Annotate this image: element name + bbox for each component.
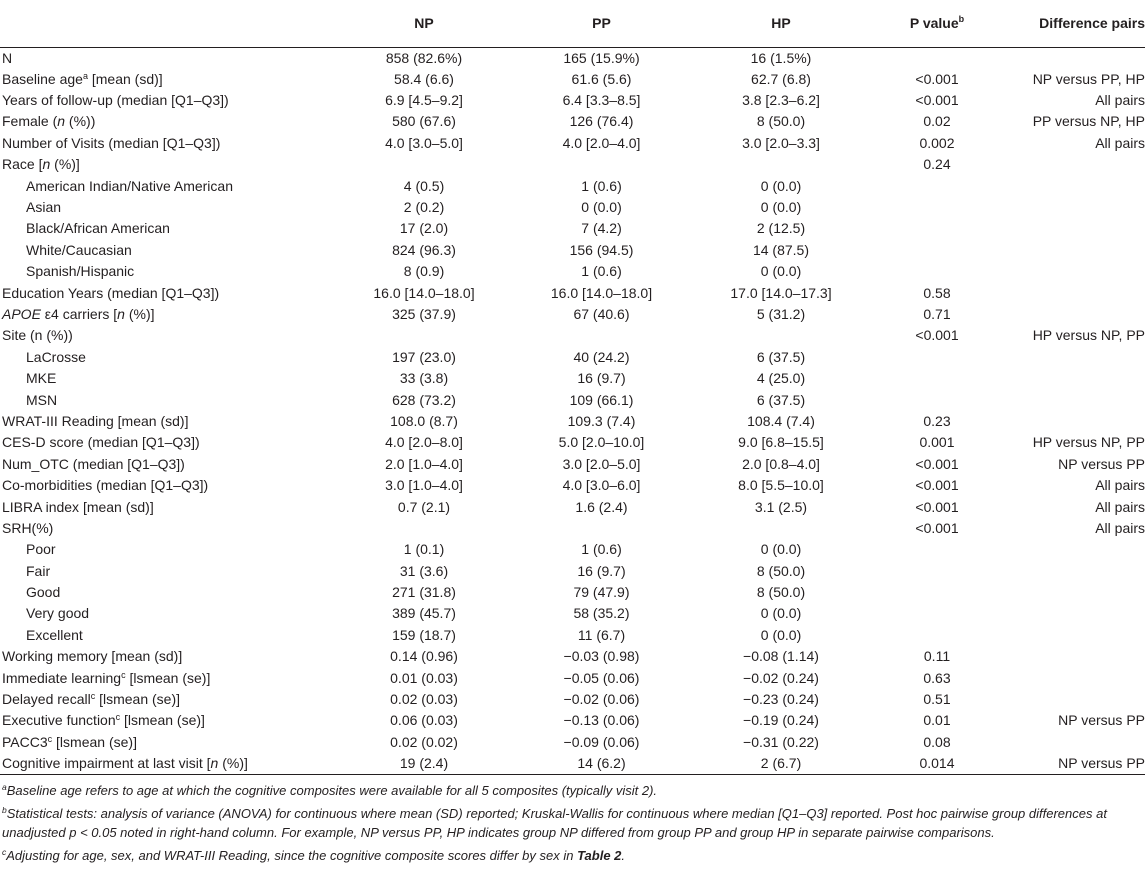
- label-part: Baseline age: [2, 70, 83, 87]
- cell-np: 2.0 [1.0–4.0]: [385, 455, 463, 472]
- cell-hp: 6 (37.5): [756, 348, 806, 365]
- row-label: American Indian/Native American: [26, 177, 233, 194]
- table-row: [0, 475, 1145, 496]
- cell-pp: 4.0 [3.0–6.0]: [562, 477, 641, 494]
- footnote-mark: a: [82, 70, 88, 81]
- cell-np: 0.02 (0.03): [390, 691, 458, 708]
- cell-pp: 1.6 (2.4): [575, 498, 628, 515]
- cell-np: 6.9 [4.5–9.2]: [385, 92, 463, 109]
- row-label: SRH(%): [2, 519, 54, 536]
- cell-p-value: [872, 218, 1002, 239]
- row-label: Asian: [26, 199, 62, 216]
- cell-p-value: [872, 539, 1002, 560]
- cell-difference-pairs: NP versus PP, HP: [1032, 70, 1145, 87]
- label-part: Female (: [2, 113, 58, 130]
- header-np: NP: [414, 15, 434, 32]
- cell-hp: 16 (1.5%): [750, 49, 812, 66]
- cell-p-value: 0.71: [923, 305, 951, 322]
- cell-p-value: [872, 261, 1002, 282]
- cell-p-value: <0.001: [915, 498, 959, 515]
- cell-hp: 0 (0.0): [760, 177, 802, 194]
- cell-np: 0.01 (0.03): [390, 669, 458, 686]
- cell-pp: 3.0 [2.0–5.0]: [562, 455, 641, 472]
- row-label: [0, 111, 335, 132]
- cell-np: 0.7 (2.1): [397, 498, 451, 515]
- cell-p-value: 0.08: [923, 733, 951, 750]
- cell-np: 33 (3.8): [399, 370, 449, 387]
- cell-hp: 62.7 (6.8): [751, 70, 811, 87]
- label-italic-part: n: [210, 755, 219, 771]
- cell-hp: 17.0 [14.0–17.3]: [730, 284, 832, 301]
- cell-p-value: <0.001: [915, 519, 959, 536]
- footnote-c: [2, 846, 1143, 866]
- cell-p-value: 0.58: [923, 284, 951, 301]
- cell-difference-pairs: NP versus PP: [1058, 455, 1145, 472]
- row-label: LIBRA index [mean (sd)]: [2, 498, 154, 515]
- row-label: Fair: [26, 562, 51, 579]
- table-row: [0, 454, 1145, 475]
- row-label: Co-morbidities (median [Q1–Q3]): [2, 477, 209, 494]
- table-row: [0, 218, 1145, 239]
- header-pp: PP: [592, 15, 611, 32]
- row-label: Black/African American: [26, 220, 170, 237]
- cell-hp: −0.08 (1.14): [743, 648, 819, 665]
- cell-pp: 126 (76.4): [569, 113, 634, 130]
- cell-np: 0.14 (0.96): [390, 648, 458, 665]
- cell-np: 3.0 [1.0–4.0]: [385, 477, 463, 494]
- footnote-text: Baseline age refers to age at which the cognitive composites were available for all 5 composites (typically visit 2).: [6, 783, 658, 798]
- cell-p-value: [872, 603, 1002, 624]
- header-difference-pairs: Difference pairs: [1039, 15, 1145, 32]
- cell-np: 4.0 [2.0–8.0]: [385, 434, 463, 451]
- table-row: [0, 197, 1145, 218]
- cell-difference-pairs: [1002, 197, 1145, 218]
- table-row: [0, 175, 1145, 196]
- cell-hp: [690, 325, 872, 346]
- cell-hp: 5 (31.2): [756, 305, 806, 322]
- cell-np: 325 (37.9): [392, 305, 456, 322]
- cell-pp: [513, 518, 690, 539]
- cell-difference-pairs: [1002, 347, 1145, 368]
- label-part: (%)]: [50, 156, 80, 173]
- cell-pp: 4.0 [2.0–4.0]: [562, 134, 641, 151]
- row-label: White/Caucasian: [26, 241, 132, 258]
- row-label: Good: [26, 584, 61, 601]
- cell-np: 17 (2.0): [399, 220, 449, 237]
- row-label: [0, 689, 335, 710]
- label-part: Delayed recall: [2, 691, 91, 708]
- header-p-value-label: P value: [909, 15, 959, 32]
- row-label: MSN: [26, 391, 58, 408]
- cell-np: 1 (0.1): [403, 541, 445, 558]
- cell-hp: 0 (0.0): [760, 605, 802, 622]
- header-hp: HP: [771, 15, 791, 32]
- cell-pp: 6.4 [3.3–8.5]: [562, 92, 641, 109]
- table-row: [0, 732, 1145, 753]
- cell-hp: −0.31 (0.22): [743, 733, 819, 750]
- cell-hp: 108.4 (7.4): [747, 412, 815, 429]
- cell-difference-pairs: [1002, 240, 1145, 261]
- cell-difference-pairs: [1002, 689, 1145, 710]
- label-part: Executive function: [2, 712, 116, 729]
- table-header-row: [0, 0, 1145, 47]
- footnote-mark: b: [2, 804, 7, 815]
- cell-p-value: 0.51: [923, 691, 951, 708]
- cell-hp: −0.19 (0.24): [743, 712, 819, 729]
- header-blank: [0, 0, 335, 47]
- cell-p-value: 0.11: [923, 648, 951, 665]
- table-row: [0, 90, 1145, 111]
- cell-np: 4 (0.5): [403, 177, 445, 194]
- cell-p-value: [872, 389, 1002, 410]
- cell-p-value: 0.63: [923, 669, 951, 686]
- footnote-text-end: .: [621, 847, 626, 863]
- row-label: Spanish/Hispanic: [26, 263, 135, 280]
- row-label: [0, 154, 335, 175]
- header-p-value: [872, 0, 1002, 47]
- footnote-text: Statistical tests: analysis of variance (ANOVA) for continuous where mean (SD) reported; Kruskal-Wallis for continuous where median [Q1–Q3] reported. Post hoc pairwise group differences at unadjusted p < 0.05 noted in right-hand column. For example, NP versus PP, HP indicates group NP differed from group PP and group HP in separate pairwise comparisons.: [2, 805, 1107, 840]
- cell-hp: 8 (50.0): [756, 113, 806, 130]
- label-part: [lsmean (se)]: [52, 733, 137, 750]
- table-row: [0, 689, 1145, 710]
- table-row: [0, 69, 1145, 90]
- cell-p-value: <0.001: [915, 327, 959, 344]
- label-part: Cognitive impairment at last visit [: [2, 755, 211, 771]
- cell-difference-pairs: [1002, 304, 1145, 325]
- cell-difference-pairs: [1002, 582, 1145, 603]
- cell-difference-pairs: PP versus NP, HP: [1032, 113, 1145, 130]
- cell-p-value: [872, 197, 1002, 218]
- table-footnotes: [0, 775, 1145, 865]
- cell-np: 31 (3.6): [399, 562, 449, 579]
- cell-np: 8 (0.9): [403, 263, 445, 280]
- row-label: MKE: [26, 370, 57, 387]
- row-label: Number of Visits (median [Q1–Q3]): [2, 134, 221, 151]
- cell-difference-pairs: All pairs: [1095, 134, 1145, 151]
- cell-np: 2 (0.2): [403, 199, 445, 216]
- cell-hp: 14 (87.5): [752, 241, 810, 258]
- cell-difference-pairs: All pairs: [1095, 477, 1145, 494]
- cell-p-value: 0.02: [923, 113, 951, 130]
- cell-difference-pairs: [1002, 732, 1145, 753]
- table-row: [0, 753, 1145, 775]
- table-row: [0, 646, 1145, 667]
- row-label: [0, 753, 335, 775]
- footnote-mark: c: [2, 846, 7, 857]
- header-p-value-footnote-mark: b: [958, 14, 965, 25]
- cell-np: [335, 325, 513, 346]
- cell-np: 58.4 (6.6): [394, 70, 454, 87]
- row-label: [0, 667, 335, 688]
- cell-hp: 8 (50.0): [756, 562, 806, 579]
- table-row: [0, 582, 1145, 603]
- table-row: [0, 560, 1145, 581]
- cell-p-value: 0.014: [919, 755, 955, 771]
- row-label: Num_OTC (median [Q1–Q3]): [2, 455, 185, 472]
- table-row: [0, 111, 1145, 132]
- cell-p-value: 0.001: [919, 434, 955, 451]
- cell-p-value: 0.23: [923, 412, 951, 429]
- table-row: [0, 304, 1145, 325]
- table-row: [0, 667, 1145, 688]
- cell-pp: −0.02 (0.06): [563, 691, 640, 708]
- cell-hp: 8.0 [5.5–10.0]: [738, 477, 824, 494]
- cell-np: 4.0 [3.0–5.0]: [385, 134, 463, 151]
- cell-hp: 9.0 [6.8–15.5]: [738, 434, 824, 451]
- cell-np: 0.06 (0.03): [390, 712, 458, 729]
- cell-difference-pairs: All pairs: [1095, 92, 1145, 109]
- cell-hp: 0 (0.0): [760, 263, 802, 280]
- row-label: LaCrosse: [26, 348, 86, 365]
- footnote-mark: c: [115, 712, 121, 723]
- table-row: [0, 261, 1145, 282]
- row-label: [0, 732, 335, 753]
- cell-p-value: [872, 368, 1002, 389]
- table-row: [0, 496, 1145, 517]
- footnote-mark: c: [90, 691, 96, 702]
- label-part: [mean (sd)]: [87, 70, 163, 87]
- cell-pp: 5.0 [2.0–10.0]: [558, 434, 645, 451]
- cell-pp: 61.6 (5.6): [571, 70, 632, 87]
- table-row: [0, 240, 1145, 261]
- cell-difference-pairs: HP versus NP, PP: [1032, 327, 1145, 344]
- cell-np: 19 (2.4): [399, 755, 449, 771]
- cell-difference-pairs: [1002, 368, 1145, 389]
- cell-pp: −0.13 (0.06): [563, 712, 640, 729]
- table-row: [0, 368, 1145, 389]
- cell-p-value: [872, 582, 1002, 603]
- table-row: [0, 47, 1145, 69]
- cell-pp: 40 (24.2): [573, 348, 630, 365]
- label-italic-part: n: [57, 113, 66, 130]
- cell-hp: 2.0 [0.8–4.0]: [742, 455, 820, 472]
- cell-pp: 0 (0.0): [581, 199, 622, 216]
- cell-difference-pairs: NP versus PP: [1058, 755, 1145, 771]
- footnote-mark: c: [47, 733, 53, 744]
- row-label: Site (n (%)): [2, 327, 73, 344]
- row-label: Education Years (median [Q1–Q3]): [2, 284, 220, 301]
- cell-difference-pairs: [1002, 175, 1145, 196]
- table-row: [0, 432, 1145, 453]
- cell-pp: −0.03 (0.98): [563, 648, 640, 665]
- cell-difference-pairs: [1002, 411, 1145, 432]
- table-row: [0, 411, 1145, 432]
- cell-p-value: <0.001: [915, 477, 959, 494]
- label-part: ε4 carriers [: [40, 305, 118, 322]
- cell-np: 628 (73.2): [392, 391, 456, 408]
- cell-difference-pairs: HP versus NP, PP: [1032, 434, 1145, 451]
- cell-p-value: [872, 240, 1002, 261]
- cell-difference-pairs: [1002, 261, 1145, 282]
- table-row: [0, 282, 1145, 303]
- cell-hp: 2 (6.7): [760, 755, 802, 771]
- table-body: [0, 47, 1145, 775]
- cell-difference-pairs: All pairs: [1095, 519, 1145, 536]
- cell-difference-pairs: [1002, 539, 1145, 560]
- cell-pp: −0.05 (0.06): [563, 669, 640, 686]
- label-italic-part: n: [117, 305, 125, 322]
- label-part: [lsmean (se)]: [120, 712, 205, 729]
- cell-difference-pairs: [1002, 667, 1145, 688]
- footnote-b: [2, 804, 1143, 843]
- cell-p-value: 0.01: [923, 712, 951, 729]
- cell-np: 159 (18.7): [392, 626, 456, 643]
- cell-np: 580 (67.6): [392, 113, 456, 130]
- cell-difference-pairs: [1002, 154, 1145, 175]
- row-label: Excellent: [26, 626, 83, 643]
- cell-pp: 109 (66.1): [569, 391, 634, 408]
- table-reference-link[interactable]: Table 2: [577, 847, 622, 863]
- cell-hp: 3.1 (2.5): [754, 498, 808, 515]
- cell-pp: 67 (40.6): [573, 305, 630, 322]
- cell-np: 858 (82.6%): [385, 49, 463, 66]
- table-row: [0, 603, 1145, 624]
- cell-difference-pairs: [1002, 47, 1145, 69]
- cell-pp: 79 (47.9): [573, 584, 630, 601]
- cell-p-value: [872, 175, 1002, 196]
- cell-pp: [513, 154, 690, 175]
- row-label: WRAT-III Reading [mean (sd)]: [2, 412, 189, 429]
- label-part: (%)]: [124, 305, 155, 322]
- cell-difference-pairs: [1002, 603, 1145, 624]
- cell-pp: 16 (9.7): [577, 562, 626, 579]
- cell-p-value: [872, 347, 1002, 368]
- footnote-mark: c: [121, 669, 126, 680]
- footnote-text: Adjusting for age, sex, and WRAT-III Reading, since the cognitive composite scores differ by sex in: [6, 847, 578, 863]
- cell-hp: −0.02 (0.24): [743, 669, 819, 686]
- row-label: [0, 710, 335, 731]
- row-label: N: [2, 49, 13, 66]
- row-label: Years of follow-up (median [Q1–Q3]): [2, 92, 229, 109]
- cell-pp: 14 (6.2): [577, 755, 626, 771]
- cell-hp: 3.8 [2.3–6.2]: [742, 92, 820, 109]
- cell-pp: [513, 325, 690, 346]
- cell-np: [335, 518, 513, 539]
- cell-hp: 2 (12.5): [756, 220, 806, 237]
- label-part: PACC3: [2, 733, 48, 750]
- label-part: (%)): [65, 113, 96, 130]
- cell-difference-pairs: [1002, 218, 1145, 239]
- cell-pp: 1 (0.6): [581, 541, 622, 558]
- label-part: Immediate learning: [2, 669, 122, 686]
- row-label: [0, 69, 335, 90]
- footnote-a: [2, 781, 1143, 801]
- row-label: [0, 304, 335, 325]
- cell-np: 197 (23.0): [392, 348, 456, 365]
- cell-difference-pairs: [1002, 625, 1145, 646]
- cell-hp: 0 (0.0): [760, 199, 802, 216]
- cell-hp: [690, 518, 872, 539]
- cell-np: 824 (96.3): [392, 241, 456, 258]
- cell-difference-pairs: All pairs: [1095, 498, 1145, 515]
- cell-np: 0.02 (0.02): [390, 733, 458, 750]
- cell-pp: 109.3 (7.4): [567, 412, 636, 429]
- cell-pp: 7 (4.2): [581, 220, 622, 237]
- footnote-mark: a: [2, 782, 7, 792]
- table-row: [0, 625, 1145, 646]
- cell-hp: −0.23 (0.24): [743, 691, 819, 708]
- table-row: [0, 518, 1145, 539]
- cell-hp: 3.0 [2.0–3.3]: [742, 134, 820, 151]
- cell-np: [335, 154, 513, 175]
- cell-p-value: 0.002: [919, 134, 955, 151]
- row-label: Poor: [26, 541, 56, 558]
- cell-np: 271 (31.8): [392, 584, 456, 601]
- cell-np: 16.0 [14.0–18.0]: [373, 284, 475, 301]
- cell-np: 389 (45.7): [392, 605, 456, 622]
- label-part: [lsmean (se)]: [125, 669, 211, 686]
- label-part: (%)]: [218, 755, 248, 771]
- label-part: [lsmean (se)]: [95, 691, 181, 708]
- cell-hp: 6 (37.5): [756, 391, 806, 408]
- cell-hp: 0 (0.0): [760, 541, 802, 558]
- table-row: [0, 347, 1145, 368]
- cell-p-value: 0.24: [923, 156, 951, 173]
- label-part: Race [: [2, 156, 43, 173]
- cell-pp: 156 (94.5): [569, 241, 634, 258]
- cell-p-value: [872, 625, 1002, 646]
- row-label: Very good: [26, 605, 90, 622]
- cell-pp: 58 (35.2): [573, 605, 630, 622]
- row-label: Working memory [mean (sd)]: [2, 648, 183, 665]
- cell-hp: [690, 154, 872, 175]
- cell-p-value: <0.001: [915, 70, 959, 87]
- cell-p-value: [872, 560, 1002, 581]
- cell-pp: 165 (15.9%): [563, 49, 640, 66]
- cell-difference-pairs: [1002, 560, 1145, 581]
- cell-pp: 11 (6.7): [577, 626, 626, 643]
- cell-hp: 8 (50.0): [756, 584, 806, 601]
- cell-p-value: <0.001: [915, 92, 959, 109]
- label-italic-part: n: [42, 156, 51, 173]
- cell-p-value: <0.001: [915, 455, 959, 472]
- cell-pp: −0.09 (0.06): [563, 733, 640, 750]
- label-italic-part: APOE: [2, 305, 41, 322]
- table-row: [0, 154, 1145, 175]
- cell-pp: 1 (0.6): [581, 263, 622, 280]
- table-row: [0, 389, 1145, 410]
- cell-np: 108.0 (8.7): [390, 412, 458, 429]
- row-label: CES-D score (median [Q1–Q3]): [2, 434, 200, 451]
- cell-pp: 16 (9.7): [577, 370, 626, 387]
- cell-hp: 0 (0.0): [760, 626, 802, 643]
- table-row: [0, 710, 1145, 731]
- cell-difference-pairs: [1002, 389, 1145, 410]
- table-row: [0, 539, 1145, 560]
- table-row: [0, 325, 1145, 346]
- cell-p-value: [872, 47, 1002, 69]
- table-row: [0, 133, 1145, 154]
- cell-difference-pairs: [1002, 282, 1145, 303]
- cell-pp: 1 (0.6): [581, 177, 622, 194]
- cell-difference-pairs: NP versus PP: [1058, 712, 1145, 729]
- cell-difference-pairs: [1002, 646, 1145, 667]
- cell-pp: 16.0 [14.0–18.0]: [550, 284, 653, 301]
- cell-hp: 4 (25.0): [756, 370, 806, 387]
